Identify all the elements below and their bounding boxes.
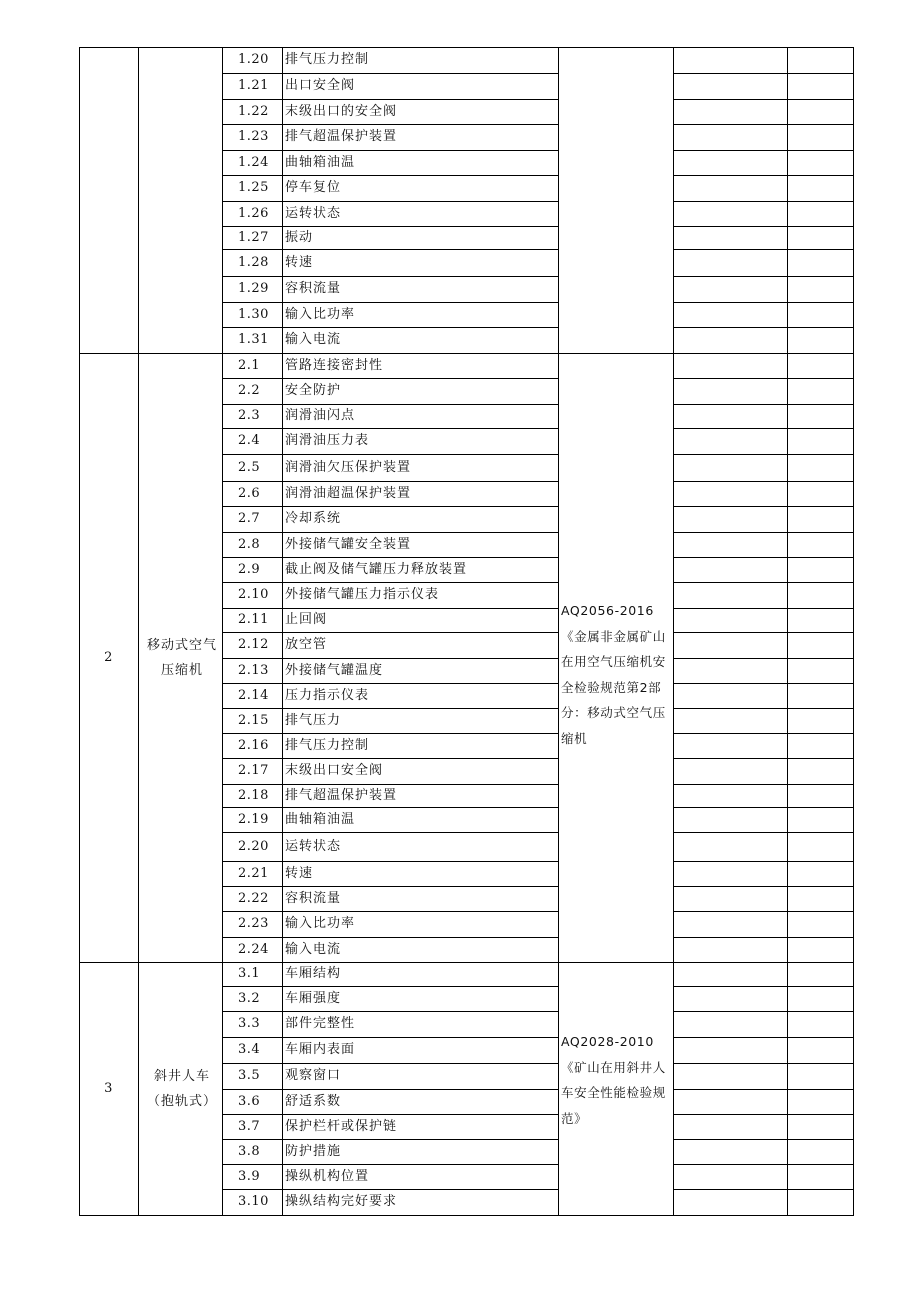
item-name: 操纵结构完好要求: [285, 1194, 398, 1209]
table-rule: [673, 481, 854, 482]
table-rule: [673, 758, 854, 759]
table-rule: [222, 378, 559, 379]
item-name: 润滑油超温保护装置: [285, 486, 412, 501]
item-name: 冷却系统: [285, 511, 342, 526]
table-rule: [673, 658, 854, 659]
item-name: 转速: [285, 255, 314, 270]
item-name: 输入比功率: [285, 916, 356, 931]
item-code: 2.14: [238, 688, 269, 703]
item-name: 观察窗口: [285, 1068, 342, 1083]
item-code: 2.7: [238, 511, 261, 526]
table-rule: [222, 807, 559, 808]
table-rule: [222, 1011, 559, 1012]
item-code: 1.28: [238, 255, 269, 270]
table-rule: [222, 632, 559, 633]
table-rule: [222, 886, 559, 887]
table-rule: [673, 986, 854, 987]
table-rule: [673, 175, 854, 176]
item-code: 2.12: [238, 637, 269, 652]
item-code: 3.6: [238, 1094, 261, 1109]
item-name: 输入比功率: [285, 307, 356, 322]
group-number: 2: [104, 650, 113, 665]
group-number: 3: [104, 1081, 113, 1096]
table-rule: [222, 1164, 559, 1165]
table-rule: [673, 327, 854, 328]
item-name: 排气超温保护装置: [285, 788, 398, 803]
table-rule: [222, 404, 559, 405]
item-code: 1.25: [238, 180, 269, 195]
table-rule: [222, 658, 559, 659]
item-name: 排气压力控制: [285, 738, 370, 753]
table-rule: [673, 1011, 854, 1012]
item-name: 停车复位: [285, 180, 342, 195]
item-code: 3.3: [238, 1016, 261, 1031]
item-name: 防护措施: [285, 1144, 342, 1159]
table-rule: [222, 1089, 559, 1090]
item-name: 曲轴箱油温: [285, 155, 356, 170]
table-rule: [222, 1189, 559, 1190]
table-rule: [673, 1189, 854, 1190]
table-rule: [673, 784, 854, 785]
item-code: 2.23: [238, 916, 269, 931]
item-code: 3.4: [238, 1042, 261, 1057]
item-code: 3.9: [238, 1169, 261, 1184]
table-rule: [673, 632, 854, 633]
item-name: 排气超温保护装置: [285, 129, 398, 144]
item-code: 2.11: [238, 612, 269, 627]
table-rule: [673, 1037, 854, 1038]
item-name: 车厢结构: [285, 966, 342, 981]
item-name: 安全防护: [285, 383, 342, 398]
table-rule: [222, 1037, 559, 1038]
table-rule: [222, 1114, 559, 1115]
item-code: 3.7: [238, 1119, 261, 1134]
item-name: 车厢内表面: [285, 1042, 356, 1057]
item-name: 振动: [285, 230, 314, 245]
item-name: 操纵机构位置: [285, 1169, 370, 1184]
table-rule: [673, 302, 854, 303]
table-rule: [79, 962, 854, 963]
item-name: 运转状态: [285, 839, 342, 854]
table-rule: [673, 886, 854, 887]
table-rule: [222, 124, 559, 125]
item-name: 放空管: [285, 637, 328, 652]
table-rule: [673, 1139, 854, 1140]
item-code: 2.19: [238, 812, 269, 827]
table-rule: [673, 124, 854, 125]
table-rule: [79, 353, 854, 354]
item-code: 1.20: [238, 52, 269, 67]
table-rule: [222, 428, 559, 429]
table-rule: [673, 832, 854, 833]
table-rule: [673, 608, 854, 609]
item-name: 末级出口的安全阀: [285, 104, 398, 119]
item-name: 转速: [285, 866, 314, 881]
table-rule: [673, 404, 854, 405]
item-code: 1.21: [238, 78, 269, 93]
table-rule: [222, 276, 559, 277]
table-rule: [222, 911, 559, 912]
table-rule: [673, 99, 854, 100]
table-rule: [222, 608, 559, 609]
table-rule: [673, 1114, 854, 1115]
table-rule: [673, 378, 854, 379]
item-name: 润滑油压力表: [285, 433, 370, 448]
item-code: 2.4: [238, 433, 261, 448]
table-rule: [79, 1215, 854, 1216]
item-name: 车厢强度: [285, 991, 342, 1006]
item-code: 1.22: [238, 104, 269, 119]
table-rule: [222, 506, 559, 507]
item-name: 管路连接密封性: [285, 358, 384, 373]
item-code: 2.15: [238, 713, 269, 728]
table-rule: [673, 937, 854, 938]
table-rule: [79, 47, 854, 48]
table-rule: [222, 201, 559, 202]
item-name: 止回阀: [285, 612, 328, 627]
table-rule: [222, 1063, 559, 1064]
item-code: 2.21: [238, 866, 269, 881]
item-name: 外接储气罐安全装置: [285, 537, 412, 552]
item-code: 2.6: [238, 486, 261, 501]
item-code: 2.9: [238, 562, 261, 577]
table-rule: [673, 150, 854, 151]
table-rule: [222, 175, 559, 176]
table-rule: [673, 73, 854, 74]
item-name: 输入电流: [285, 332, 342, 347]
table-rule: [222, 302, 559, 303]
item-code: 2.16: [238, 738, 269, 753]
table-rule: [673, 454, 854, 455]
item-code: 2.17: [238, 763, 269, 778]
item-code: 2.5: [238, 460, 261, 475]
table-rule: [222, 861, 559, 862]
item-code: 2.2: [238, 383, 261, 398]
table-rule: [673, 226, 854, 227]
table-rule: [673, 276, 854, 277]
item-name: 压力指示仪表: [285, 688, 370, 703]
item-code: 1.27: [238, 230, 269, 245]
table-rule: [673, 911, 854, 912]
item-code: 3.10: [238, 1194, 269, 1209]
table-rule: [222, 937, 559, 938]
item-code: 1.31: [238, 332, 269, 347]
table-rule: [222, 249, 559, 250]
item-name: 截止阀及储气罐压力释放装置: [285, 562, 468, 577]
item-code: 2.22: [238, 891, 269, 906]
standard-reference: AQ2028-2010《矿山在用斜井人车安全性能检验规范》: [561, 1034, 666, 1126]
table-rule: [673, 683, 854, 684]
table-rule: [222, 832, 559, 833]
table-rule: [673, 1063, 854, 1064]
item-name: 排气压力控制: [285, 52, 370, 67]
table-rule: [222, 327, 559, 328]
item-name: 输入电流: [285, 942, 342, 957]
item-code: 1.26: [238, 206, 269, 221]
item-name: 舒适系数: [285, 1094, 342, 1109]
item-code: 3.2: [238, 991, 261, 1006]
item-code: 1.29: [238, 281, 269, 296]
table-rule: [222, 733, 559, 734]
item-name: 末级出口安全阀: [285, 763, 384, 778]
table-rule: [673, 1164, 854, 1165]
item-code: 1.24: [238, 155, 269, 170]
table-rule: [222, 73, 559, 74]
item-code: 2.18: [238, 788, 269, 803]
item-name: 润滑油欠压保护装置: [285, 460, 412, 475]
table-rule: [673, 506, 854, 507]
item-name: 部件完整性: [285, 1016, 356, 1031]
item-code: 1.23: [238, 129, 269, 144]
item-code: 2.1: [238, 358, 261, 373]
table-rule: [673, 201, 854, 202]
item-name: 容积流量: [285, 281, 342, 296]
table-rule: [673, 807, 854, 808]
table-rule: [222, 99, 559, 100]
item-name: 外接储气罐压力指示仪表: [285, 587, 440, 602]
item-name: 运转状态: [285, 206, 342, 221]
item-code: 2.20: [238, 839, 269, 854]
item-code: 2.13: [238, 663, 269, 678]
standard-reference: AQ2056-2016《金属非金属矿山在用空气压缩机安全检验规范第2部分：移动式空气压缩机: [561, 603, 666, 746]
item-name: 排气压力: [285, 713, 342, 728]
table-rule: [673, 582, 854, 583]
table-rule: [673, 1089, 854, 1090]
table-rule: [222, 557, 559, 558]
table-rule: [673, 532, 854, 533]
table-rule: [222, 454, 559, 455]
item-name: 出口安全阀: [285, 78, 356, 93]
table-rule: [222, 784, 559, 785]
table-rule: [222, 481, 559, 482]
table-rule: [222, 683, 559, 684]
item-code: 2.10: [238, 587, 269, 602]
table-rule: [222, 226, 559, 227]
item-code: 2.3: [238, 408, 261, 423]
table-rule: [673, 708, 854, 709]
item-code: 3.5: [238, 1068, 261, 1083]
item-code: 2.8: [238, 537, 261, 552]
table-rule: [673, 733, 854, 734]
item-code: 2.24: [238, 942, 269, 957]
table-rule: [222, 708, 559, 709]
item-name: 曲轴箱油温: [285, 812, 356, 827]
item-code: 3.8: [238, 1144, 261, 1159]
table-rule: [673, 428, 854, 429]
table-rule: [79, 47, 80, 1216]
device-name: 斜井人车（抱轨式）: [146, 1069, 217, 1109]
table-rule: [222, 986, 559, 987]
item-code: 1.30: [238, 307, 269, 322]
table-rule: [138, 47, 139, 1216]
table-rule: [222, 758, 559, 759]
item-name: 保护栏杆或保护链: [285, 1119, 398, 1134]
table-rule: [222, 582, 559, 583]
item-name: 外接储气罐温度: [285, 663, 384, 678]
table-rule: [222, 1139, 559, 1140]
item-name: 润滑油闪点: [285, 408, 356, 423]
table-rule: [222, 532, 559, 533]
item-code: 3.1: [238, 966, 261, 981]
item-name: 容积流量: [285, 891, 342, 906]
device-name: 移动式空气压缩机: [146, 638, 217, 678]
table-rule: [222, 150, 559, 151]
table-rule: [673, 557, 854, 558]
table-rule: [673, 249, 854, 250]
table-rule: [673, 861, 854, 862]
